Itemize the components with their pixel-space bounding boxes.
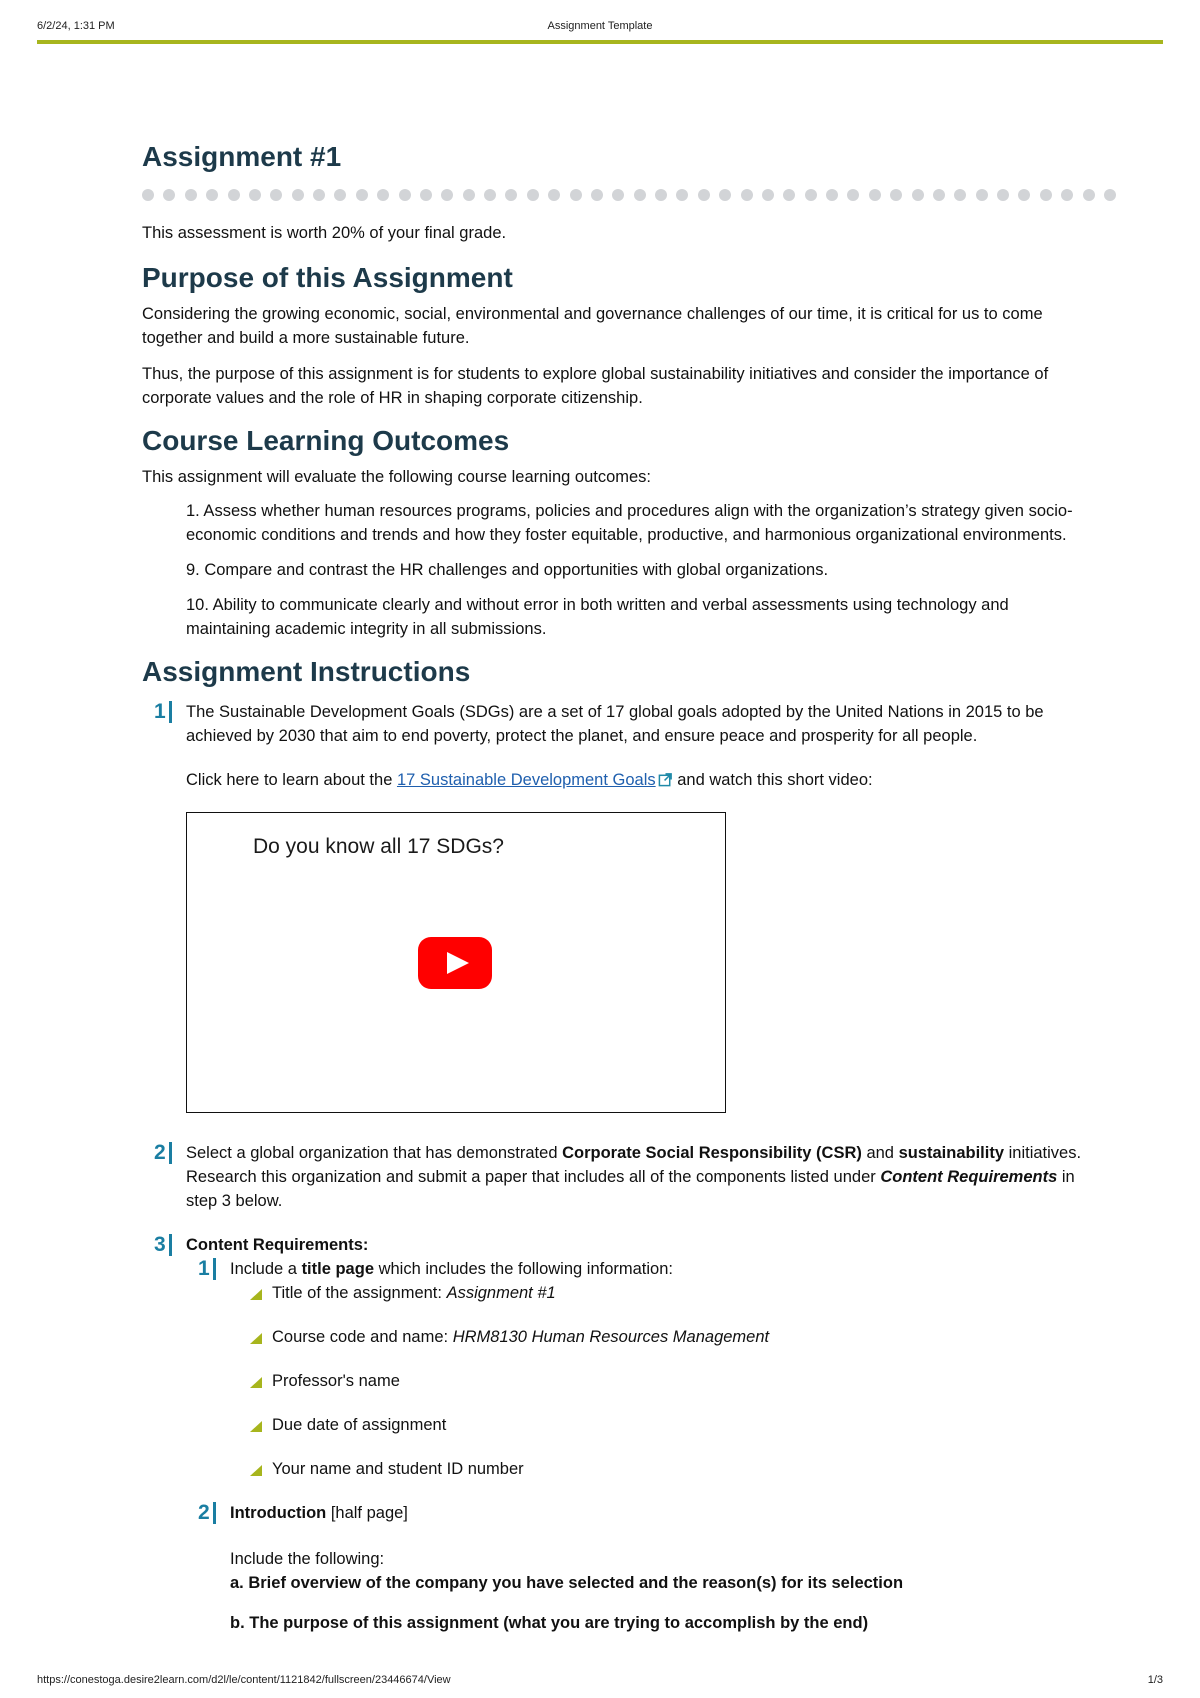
divider-dot — [527, 189, 539, 201]
header-rule — [37, 40, 1163, 44]
list-item — [250, 1325, 1087, 1349]
divider-dot — [377, 189, 389, 201]
instruction-step-1 — [142, 700, 1087, 1113]
divider-dot — [591, 189, 603, 201]
title-page-list — [230, 1281, 1087, 1481]
document-content — [142, 136, 1087, 1651]
introduction-term: Introduction — [230, 1504, 327, 1522]
content-requirements-ref: Content Requirements — [880, 1168, 1058, 1186]
divider-dot — [890, 189, 902, 201]
outcome-item: 9. Compare and contrast the HR challenges and opportunities with global organizations. — [186, 561, 829, 579]
divider-dot — [869, 189, 881, 201]
divider-dot — [741, 189, 753, 201]
divider-dot — [634, 189, 646, 201]
print-page-number: 1/3 — [1147, 1674, 1163, 1686]
divider-dot — [612, 189, 624, 201]
divider-dot — [505, 189, 517, 201]
divider-dot — [249, 189, 261, 201]
video-title: Do you know all 17 SDGs? — [253, 835, 504, 858]
divider-dot — [676, 189, 688, 201]
video-embed[interactable] — [186, 812, 726, 1113]
step-number: 2 — [154, 1141, 172, 1165]
bullet-value: Assignment #1 — [446, 1284, 556, 1302]
triangle-bullet-icon — [250, 1333, 262, 1344]
triangle-bullet-icon — [250, 1465, 262, 1476]
purpose-paragraph-2: Thus, the purpose of this assignment is for students to explore global sustainability initiatives and consider the importance of corporate values and the role of HR in shaping corporate citizenship. — [142, 365, 1049, 407]
divider-dot — [826, 189, 838, 201]
introduction-items — [230, 1571, 1087, 1635]
divider-dot — [142, 189, 154, 201]
print-header — [37, 20, 1163, 36]
step-2-text — [186, 1141, 1087, 1213]
dotted-divider — [142, 189, 1116, 201]
outcomes-list — [186, 499, 1087, 641]
divider-dot — [334, 189, 346, 201]
list-item — [250, 1281, 1087, 1305]
include-following-text: Include the following: — [230, 1550, 385, 1568]
bullet-label: Your name and student ID number — [272, 1460, 524, 1478]
print-footer — [37, 1674, 1163, 1690]
divider-dot — [976, 189, 988, 201]
text-run: [half page] — [326, 1504, 408, 1522]
divider-dot — [1061, 189, 1073, 201]
bullet-label: Due date of assignment — [272, 1416, 447, 1434]
bullet-label: Title of the assignment: — [272, 1284, 447, 1302]
click-text-after: and watch this short video: — [672, 771, 873, 789]
substep-number: 2 — [198, 1501, 216, 1525]
divider-dot — [912, 189, 924, 201]
outcomes-heading: Course Learning Outcomes — [142, 425, 510, 456]
divider-dot — [997, 189, 1009, 201]
sustainability-term: sustainability — [898, 1144, 1005, 1162]
text-run: in step 3 below. — [186, 1168, 1075, 1210]
divider-dot — [463, 189, 475, 201]
outcomes-intro: This assignment will evaluate the following course learning outcomes: — [142, 468, 652, 486]
purpose-paragraph-1: Considering the growing economic, social, environmental and governance challenges of our time, it is critical for us to come together and build a more sustainable future. — [142, 305, 1043, 347]
divider-dot — [719, 189, 731, 201]
content-requirement-1 — [186, 1257, 1087, 1481]
divider-dot — [185, 189, 197, 201]
click-text-before: Click here to learn about the — [186, 771, 397, 789]
divider-dot — [399, 189, 411, 201]
outcome-item: 10. Ability to communicate clearly and without error in both written and verbal assessments using technology and maintaining academic integrity in all submissions. — [186, 596, 1009, 638]
step-1-click-text — [186, 768, 1087, 792]
divider-dot — [762, 189, 774, 201]
divider-dot — [206, 189, 218, 201]
divider-dot — [698, 189, 710, 201]
divider-dot — [954, 189, 966, 201]
divider-dot — [655, 189, 667, 201]
sdg-link[interactable]: 17 Sustainable Development Goals — [396, 771, 656, 789]
bullet-value: HRM8130 Human Resources Management — [452, 1328, 770, 1346]
title-page-text — [230, 1257, 1087, 1281]
divider-dot — [570, 189, 582, 201]
print-page-title: Assignment Template — [547, 20, 653, 32]
purpose-heading: Purpose of this Assignment — [142, 262, 513, 293]
list-item — [250, 1369, 1087, 1393]
text-run: which includes the following information: — [374, 1260, 673, 1278]
divider-dot — [1018, 189, 1030, 201]
divider-dot — [847, 189, 859, 201]
csr-term: Corporate Social Responsibility (CSR) — [562, 1144, 862, 1162]
text-run: Select a global organization that has demonstrated — [186, 1144, 563, 1162]
divider-dot — [441, 189, 453, 201]
outcome-item: 1. Assess whether human resources programs, policies and procedures align with the organization’s strategy given socio-economic conditions and trends and how they foster equitable, productive, and harmonious organizational environments. — [186, 502, 1073, 544]
divider-dot — [313, 189, 325, 201]
bullet-label: Course code and name: — [272, 1328, 453, 1346]
youtube-play-icon[interactable] — [418, 937, 492, 989]
text-run: and — [861, 1144, 899, 1162]
step-number: 3 — [154, 1233, 172, 1257]
introduction-item-a: a. Brief overview of the company you have selected and the reason(s) for its selection — [230, 1574, 904, 1592]
divider-dot — [783, 189, 795, 201]
divider-dot — [1083, 189, 1095, 201]
text-run: initiatives. Research this organization and submit a paper that includes all of the components listed under — [186, 1144, 1082, 1186]
divider-dot — [805, 189, 817, 201]
introduction-line — [230, 1501, 1087, 1525]
print-url: https://conestoga.desire2learn.com/d2l/le/content/1121842/fullscreen/23446674/View — [37, 1674, 451, 1686]
step-number: 1 — [154, 700, 172, 724]
triangle-bullet-icon — [250, 1377, 262, 1388]
step-1-text: The Sustainable Development Goals (SDGs) are a set of 17 global goals adopted by the United Nations in 2015 to be achieved by 2030 that aim to end poverty, protect the planet, and ensure peace and prosperity for all people. — [186, 703, 1044, 745]
substep-number: 1 — [198, 1257, 216, 1281]
triangle-bullet-icon — [250, 1421, 262, 1432]
content-requirement-2 — [186, 1501, 1087, 1635]
divider-dot — [484, 189, 496, 201]
divider-dot — [420, 189, 432, 201]
divider-dot — [292, 189, 304, 201]
title-page-term: title page — [301, 1260, 374, 1278]
content-requirements-heading: Content Requirements: — [186, 1236, 369, 1254]
divider-dot — [548, 189, 560, 201]
bullet-label: Professor's name — [272, 1372, 400, 1390]
divider-dot — [356, 189, 368, 201]
external-link-icon[interactable] — [658, 772, 673, 787]
list-item — [250, 1457, 1087, 1481]
assignment-title: Assignment #1 — [142, 141, 342, 172]
introduction-item-b: b. The purpose of this assignment (what you are trying to accomplish by the end) — [230, 1614, 869, 1632]
divider-dot — [270, 189, 282, 201]
print-datetime: 6/2/24, 1:31 PM — [37, 20, 115, 32]
instruction-step-2 — [142, 1141, 1087, 1213]
divider-dot — [228, 189, 240, 201]
divider-dot — [933, 189, 945, 201]
triangle-bullet-icon — [250, 1289, 262, 1300]
instructions-heading: Assignment Instructions — [142, 656, 471, 687]
instruction-step-3 — [142, 1233, 1087, 1635]
text-run: Include a — [230, 1260, 302, 1278]
divider-dot — [1040, 189, 1052, 201]
grade-worth-text: This assessment is worth 20% of your final grade. — [142, 224, 507, 242]
divider-dot — [1104, 189, 1116, 201]
list-item — [250, 1413, 1087, 1437]
divider-dot — [163, 189, 175, 201]
